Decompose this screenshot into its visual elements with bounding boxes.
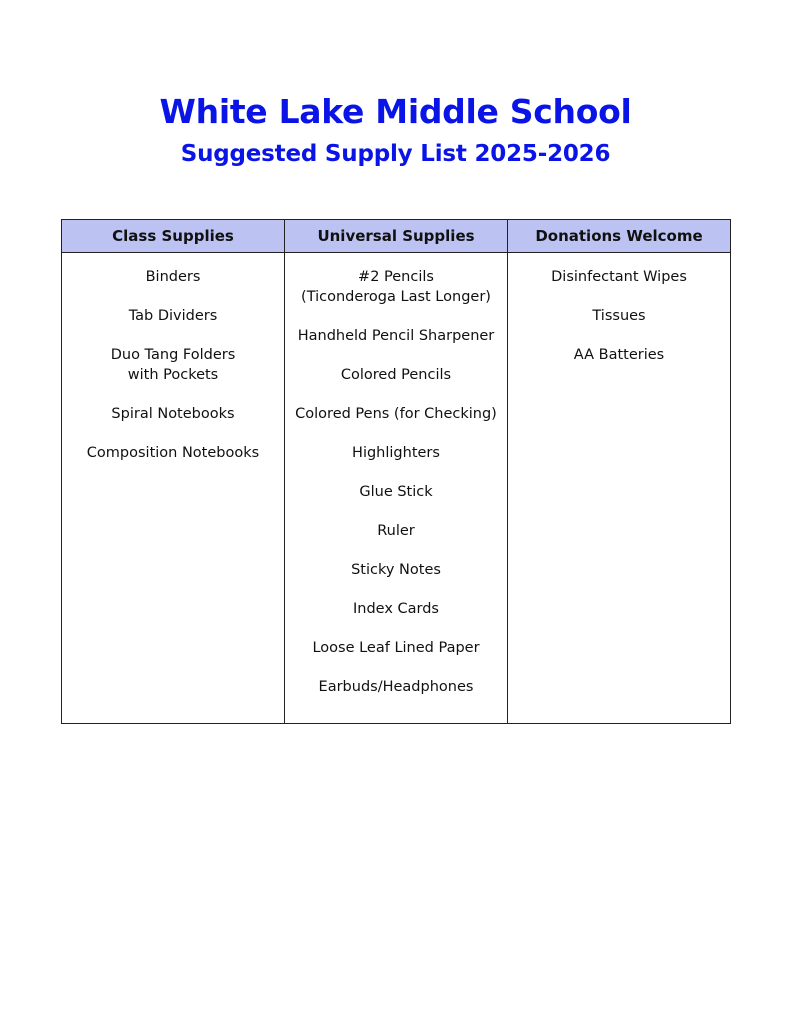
universal-supplies-cell [285,253,508,724]
list-item: Index Cards [352,600,439,617]
list-item: Sticky Notes [351,561,441,578]
class-supplies-cell [62,253,285,724]
donations-welcome-list [512,268,726,366]
column-header-class-supplies: Class Supplies [62,220,285,253]
list-item: Ruler [377,522,415,539]
list-item: Composition Notebooks [86,444,260,461]
list-item: Colored Pens (for Checking) [295,405,497,422]
donations-welcome-cell [508,253,731,724]
page-title: White Lake Middle School [159,92,632,131]
table-header-row [62,220,731,253]
supply-table [61,219,731,724]
list-item: Binders [145,269,201,285]
list-item: Earbuds/Headphones [318,678,474,695]
list-item: Duo Tang Folders with Pockets [110,347,236,383]
column-header-universal-supplies: Universal Supplies [285,220,508,253]
list-item: Handheld Pencil Sharpener [297,327,495,344]
list-item: Glue Stick [359,483,433,500]
list-item: AA Batteries [573,347,665,363]
list-item: Disinfectant Wipes [551,269,687,285]
table-body-row [62,253,731,724]
list-item: Loose Leaf Lined Paper [312,639,480,656]
list-item: Highlighters [352,444,440,461]
list-item: Tab Dividers [128,308,218,324]
list-item: Tissues [592,308,646,324]
list-item: Colored Pencils [340,366,452,383]
column-header-donations-welcome: Donations Welcome [508,220,731,253]
page-subtitle: Suggested Supply List 2025-2026 [180,141,611,167]
list-item: Spiral Notebooks [111,405,235,422]
list-item: #2 Pencils (Ticonderoga Last Longer) [301,269,491,305]
class-supplies-list [66,268,280,463]
universal-supplies-list [289,268,503,697]
